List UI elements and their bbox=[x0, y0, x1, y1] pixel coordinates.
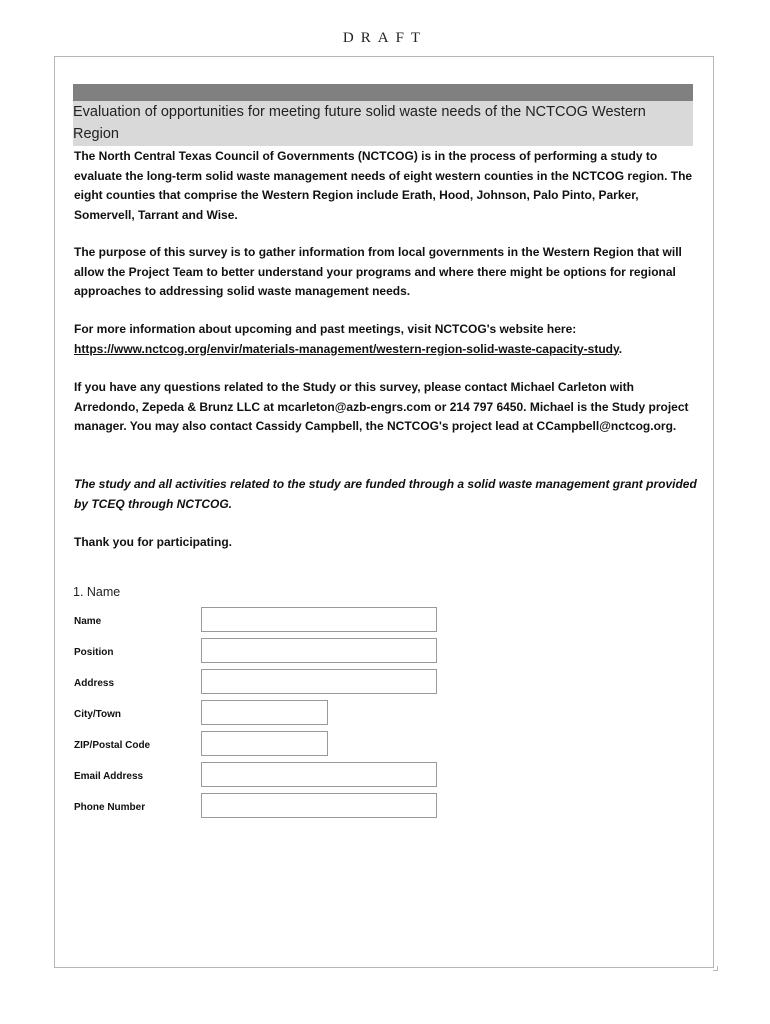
more-info-text: For more information about upcoming and past meetings, visit NCTCOG's website here: bbox=[74, 322, 577, 336]
link-period: . bbox=[618, 341, 623, 356]
nctcog-study-link[interactable]: https://www.nctcog.org/envir/materials-management/western-region-solid-waste-capacity-study bbox=[74, 341, 619, 356]
email-address-input[interactable] bbox=[201, 762, 437, 787]
zip-postal-code-label: ZIP/Postal Code bbox=[74, 740, 151, 751]
intro-paragraph-3 bbox=[74, 320, 699, 359]
address-label: Address bbox=[74, 678, 115, 689]
address-input[interactable] bbox=[201, 669, 437, 694]
zip-postal-code-input[interactable] bbox=[201, 731, 328, 756]
funding-note: The study and all activities related to the study are funded through a solid waste management grant provided by TCEQ through NCTCOG. bbox=[74, 477, 697, 511]
frame-corner bbox=[713, 966, 718, 971]
section-title: Evaluation of opportunities for meeting future solid waste needs of the NCTCOG Western Region bbox=[73, 104, 646, 142]
section-header-bar bbox=[73, 84, 693, 101]
position-input[interactable] bbox=[201, 638, 437, 663]
intro-paragraph-1: The North Central Texas Council of Governments (NCTCOG) is in the process of performing a study to evaluate the long-term solid waste management needs of eight western counties in the NCTCOG region. The eight counties that comprise the Western Region include Erath, Hood, Johnson, Palo Pinto, Parker, Somervell, Tarrant and Wise. bbox=[74, 149, 693, 222]
question-1-title: 1. Name bbox=[73, 585, 121, 599]
city-town-input[interactable] bbox=[201, 700, 328, 725]
name-input[interactable] bbox=[201, 607, 437, 632]
draft-watermark: DRAFT bbox=[342, 30, 428, 46]
name-label: Name bbox=[74, 616, 102, 627]
email-address-label: Email Address bbox=[74, 771, 144, 782]
intro-paragraph-4: If you have any questions related to the Study or this survey, please contact Michael Carleton with Arredondo, Zepeda & Brunz LLC at mcarleton@azb-engrs.com or 214 797 6450. Michael is the Study project manager. You may also contact Cassidy Campbell, the NCTCOG's project lead at CCampbell@nctcog.org. bbox=[74, 380, 689, 433]
phone-number-input[interactable] bbox=[201, 793, 437, 818]
intro-paragraph-2: The purpose of this survey is to gather information from local governments in the Western Region that will allow the Project Team to better understand your programs and where there might be options for regional approaches to addressing solid waste management needs. bbox=[74, 245, 682, 298]
thank-you-text: Thank you for participating. bbox=[74, 535, 233, 549]
phone-number-label: Phone Number bbox=[74, 802, 146, 813]
city-town-label: City/Town bbox=[74, 709, 122, 720]
position-label: Position bbox=[74, 647, 114, 658]
